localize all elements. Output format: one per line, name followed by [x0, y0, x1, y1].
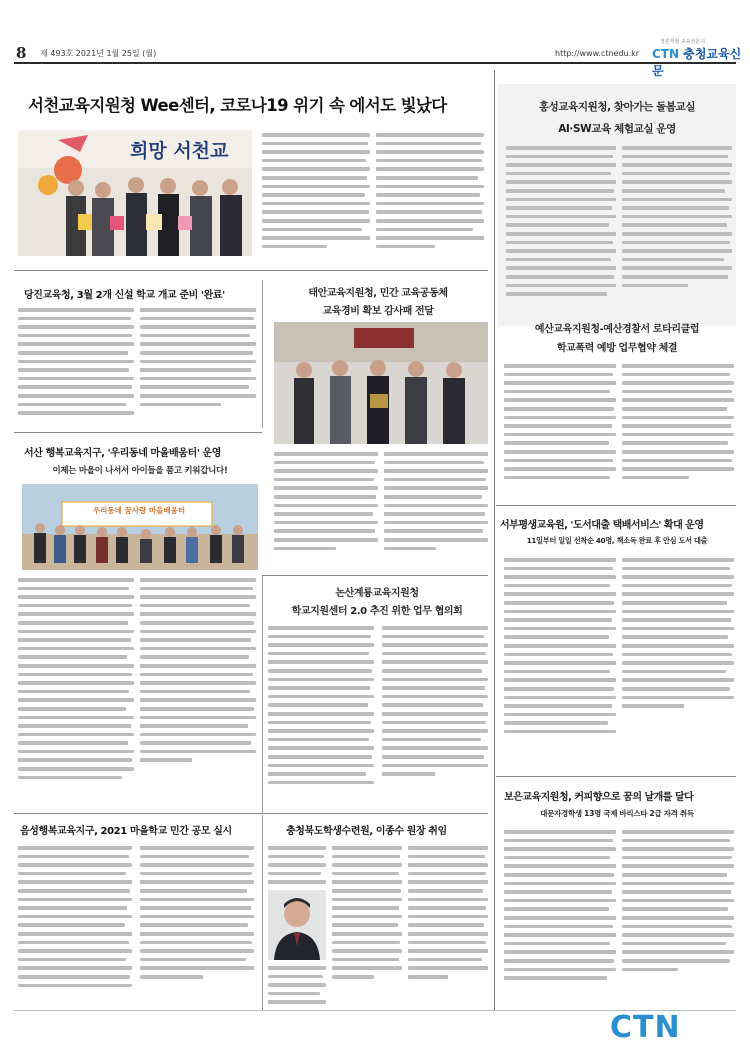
- article9-body-col2: [622, 830, 734, 1006]
- article4-body-col2: [384, 452, 488, 572]
- article6-photo: [22, 484, 258, 570]
- page-number: 8: [16, 44, 27, 62]
- footer-logo: CTN: [610, 1010, 681, 1045]
- brand-tagline: 정론직필 교육전문지: [660, 39, 706, 45]
- article2-headline1[interactable]: 홍성교육지원청, 찾아가는 돌봄교실: [538, 101, 696, 113]
- column-divider: [262, 575, 263, 813]
- article5-body-col2: [622, 364, 734, 500]
- divider: [496, 776, 736, 777]
- article2-body-col1: [506, 146, 616, 316]
- article11-body-col2: [332, 846, 402, 1006]
- article8-headline2[interactable]: 학교지원센터 2.0 추진 위한 업무 협의회: [291, 606, 463, 617]
- divider: [262, 575, 488, 576]
- article9-subhead: 대문자경학생 13명 국제 바리스타 2급 자격 취득: [540, 809, 694, 818]
- article6-body-col2: [140, 578, 256, 810]
- article10-headline[interactable]: 음성행복교육지구, 2021 마을학교 민간 공모 실시: [20, 826, 232, 837]
- article2-headline2[interactable]: AI·SW교육 체험교실 운영: [558, 123, 676, 135]
- article2-body-col2: [622, 146, 732, 316]
- issue-line: 제 493호 2021년 1월 25일 (월): [40, 49, 157, 58]
- article6-body-col1: [18, 578, 134, 810]
- article11-portrait: [268, 890, 326, 960]
- column-divider: [262, 280, 263, 428]
- article9-body-col1: [504, 830, 616, 1006]
- article4-headline1[interactable]: 태안교육지원청, 민간 교육공동체: [308, 288, 448, 299]
- divider: [14, 432, 262, 433]
- article6-subhead: 이제는 마을이 나서서 아이들을 품고 키워갑니다!: [52, 466, 228, 476]
- article4-photo: [274, 322, 488, 444]
- page-header: [0, 0, 750, 78]
- article5-body-col1: [504, 364, 616, 500]
- divider: [14, 270, 488, 271]
- article5-headline1[interactable]: 예산교육지원청-예산경찰서 로타리클럽: [534, 324, 700, 335]
- article8-body-col1: [268, 626, 374, 812]
- article1-body-col2: [376, 133, 484, 259]
- divider: [14, 813, 488, 814]
- article6-headline[interactable]: 서산 행복교육지구, '우리동네 마을배움터' 운영: [24, 448, 221, 459]
- main-column-divider: [494, 70, 495, 1010]
- article8-body-col2: [382, 626, 488, 812]
- header-rule: [14, 62, 736, 64]
- article1-photo: [18, 130, 252, 256]
- article10-body-col1: [18, 846, 132, 1006]
- article1-headline[interactable]: 서천교육지원청 Wee센터, 코로나19 위기 속 에서도 빛났다: [28, 96, 447, 115]
- article11-body-bottom: [268, 966, 326, 1006]
- article5-headline2[interactable]: 학교폭력 예방 업무협약 체결: [556, 343, 678, 354]
- article4-headline2[interactable]: 교육경비 확보 감사패 전달: [322, 306, 434, 317]
- article7-subhead: 11일부터 일일 선착순 40명, 책소독 완료 후 안심 도서 대출: [526, 536, 708, 545]
- article3-body-col2: [140, 308, 256, 430]
- article11-body-top: [268, 846, 326, 890]
- article7-body-col2: [622, 558, 734, 768]
- divider: [496, 505, 736, 506]
- article11-headline[interactable]: 충청북도학생수련원, 이종수 원장 취임: [286, 826, 447, 837]
- article8-headline1[interactable]: 논산계룡교육지원청: [335, 588, 419, 599]
- article4-body-col1: [274, 452, 378, 572]
- article3-headline[interactable]: 당진교육청, 3월 2개 신설 학교 개교 준비 '완료': [24, 290, 225, 301]
- article1-body-col1: [262, 133, 370, 259]
- article7-body-col1: [504, 558, 616, 768]
- brand-ctn: CTN: [652, 47, 680, 61]
- article3-body-col1: [18, 308, 134, 430]
- article7-headline[interactable]: 서부평생교육원, '도서대출 택배서비스' 확대 운영: [500, 520, 704, 531]
- site-url[interactable]: http://www.ctnedu.kr: [555, 49, 640, 58]
- article10-body-col2: [140, 846, 254, 1006]
- article11-body-col3: [408, 846, 488, 1006]
- article9-headline[interactable]: 보은교육지원청, 커피향으로 꿈의 날개를 달다: [504, 792, 694, 803]
- column-divider: [262, 815, 263, 1010]
- brand-name: 충청교육신문: [652, 47, 742, 78]
- article6-banner: 우리동네 꿈사랑 마을배움터: [92, 506, 186, 515]
- article1-banner: 희망 서천교: [130, 140, 229, 162]
